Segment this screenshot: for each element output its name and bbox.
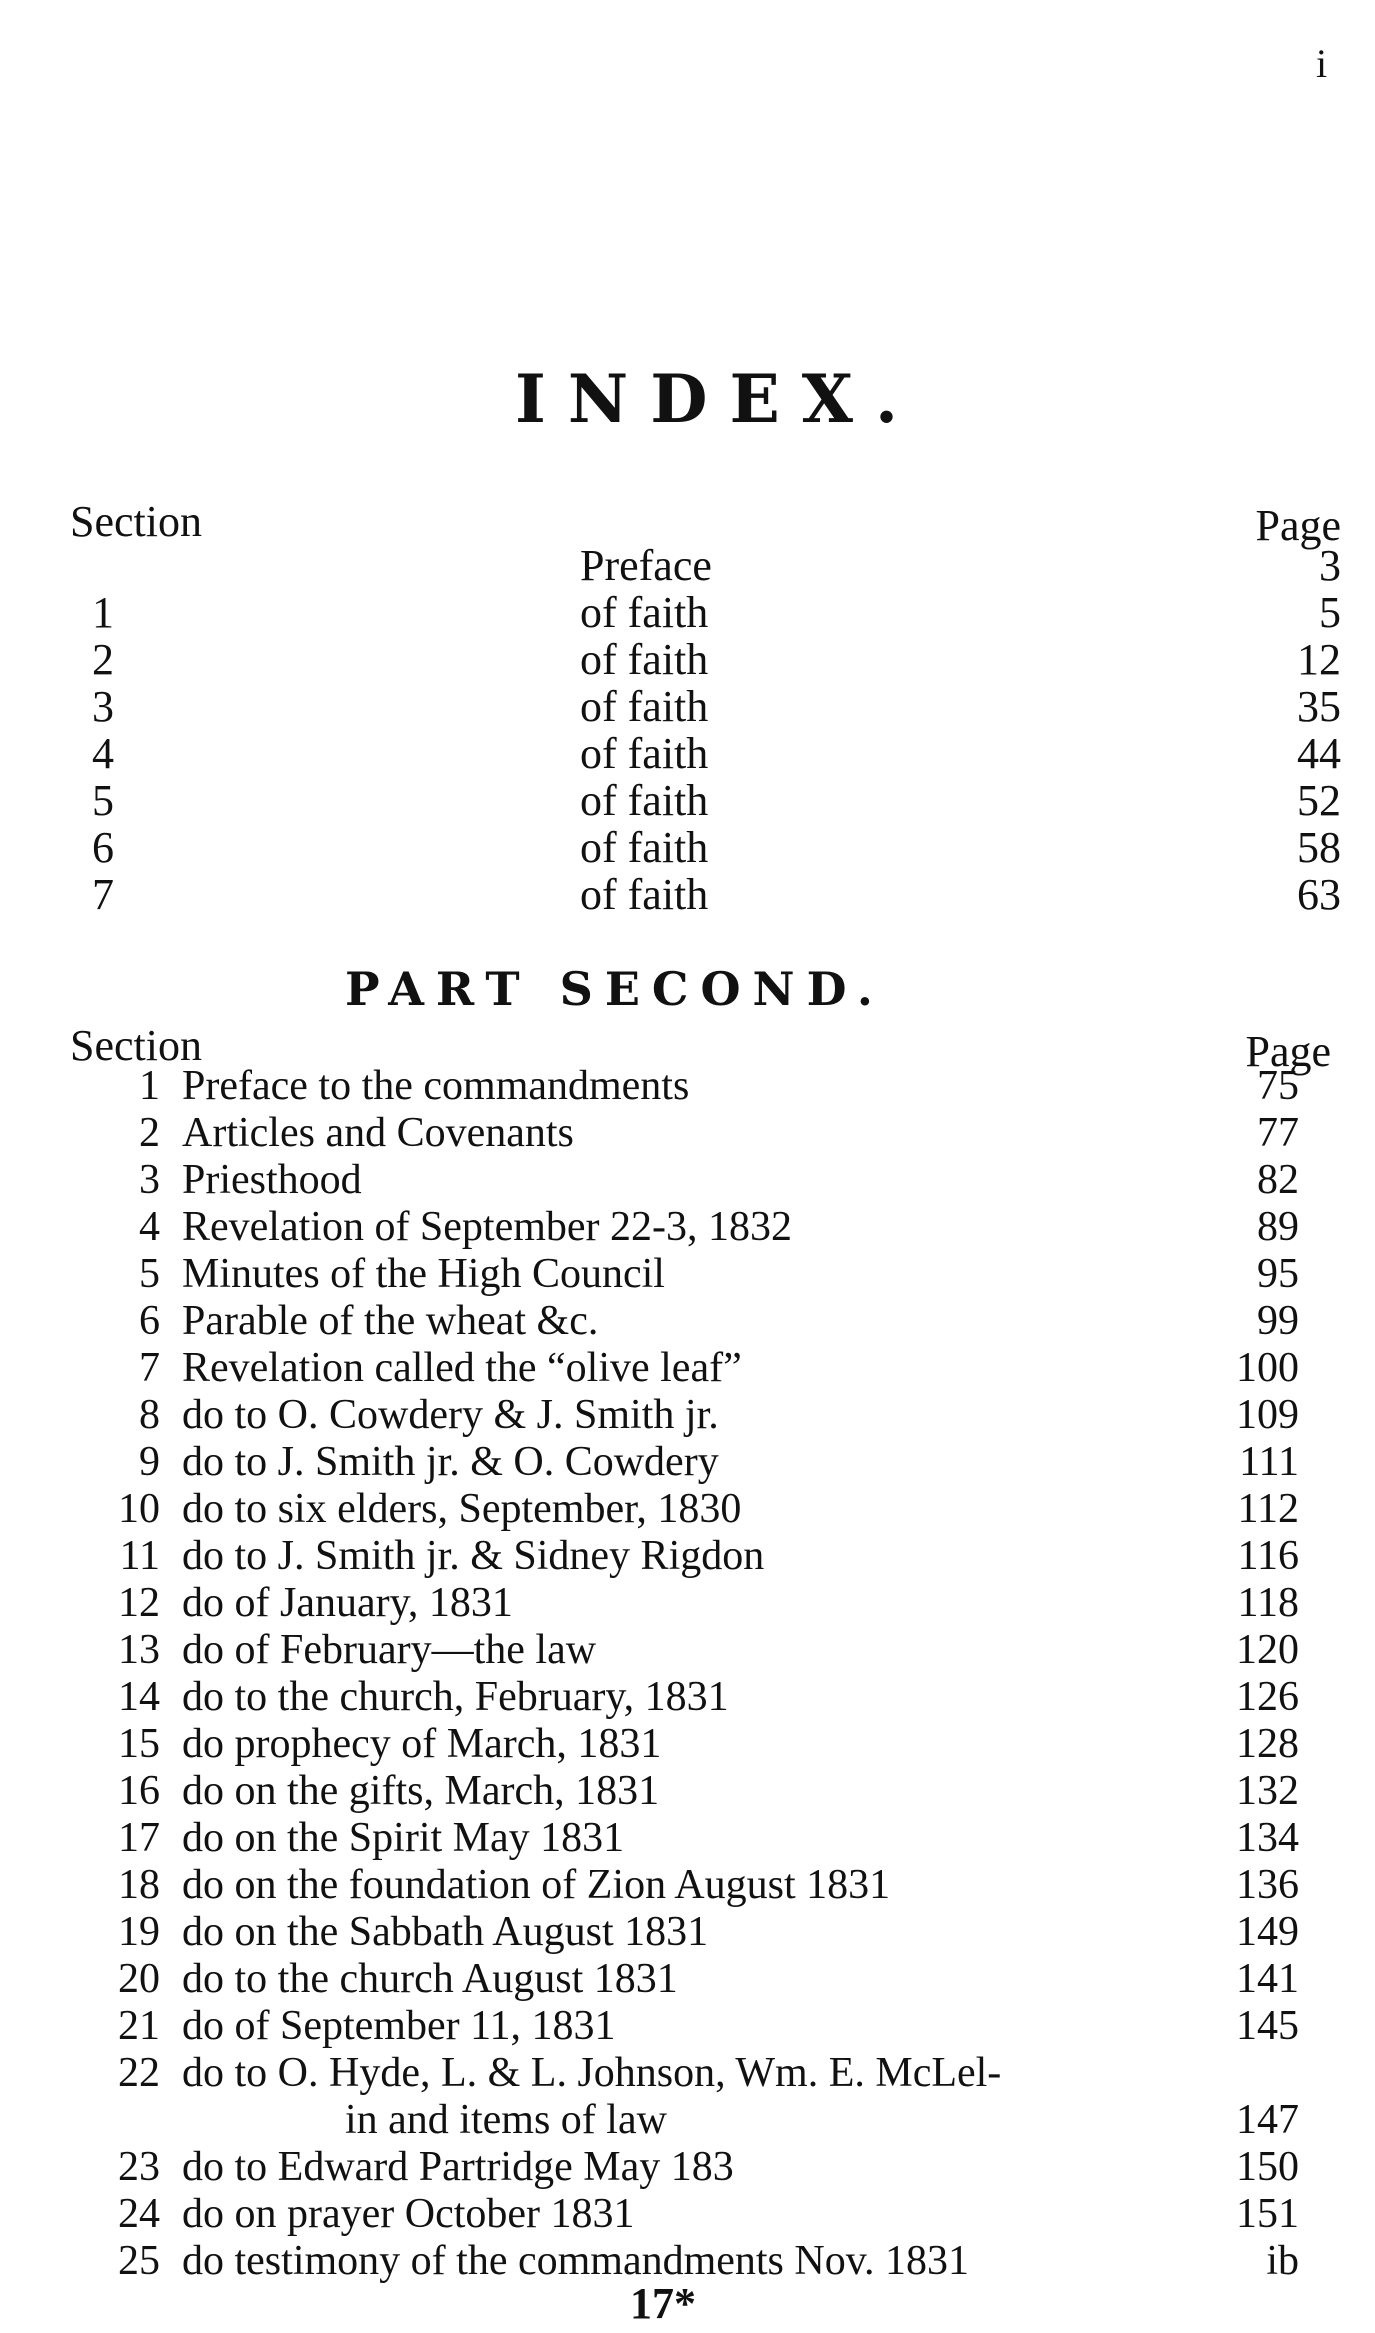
- section-title: do of September 11, 1831: [182, 2003, 616, 2049]
- section-title: do to the church August 1831: [182, 1956, 678, 2002]
- section-title: do on the foundation of Zion August 1831: [182, 1862, 891, 1908]
- section-title: Parable of the wheat &c.: [182, 1298, 599, 1344]
- section-number: 23: [118, 2144, 160, 2190]
- list-item: [0, 730, 1375, 777]
- list-item: [0, 824, 1375, 871]
- section-title: do prophecy of March, 1831: [182, 1721, 662, 1767]
- section-number: 19: [118, 1909, 160, 1955]
- section-number: 21: [118, 2003, 160, 2049]
- part-one-page-header: Page: [1255, 501, 1341, 550]
- section-title: do to six elders, September, 1830: [182, 1486, 742, 1532]
- section-title: of faith: [580, 682, 709, 731]
- section-number: 16: [118, 1768, 160, 1814]
- page-ref: 120: [1236, 1627, 1299, 1673]
- section-number: 22: [118, 2050, 160, 2096]
- part-two-page-header: Page: [1245, 1027, 1331, 1076]
- page-ref: 44: [1297, 729, 1341, 778]
- section-title: do to J. Smith jr. & Sidney Rigdon: [182, 1533, 765, 1579]
- page-ref: 149: [1236, 1909, 1299, 1955]
- section-number: 3: [139, 1157, 160, 1203]
- section-title: do on the gifts, March, 1831: [182, 1768, 660, 1814]
- section-number: 2: [92, 635, 114, 684]
- page-ref: 136: [1236, 1862, 1299, 1908]
- page-ref: 5: [1319, 588, 1341, 637]
- section-title: do to O. Hyde, L. & L. Johnson, Wm. E. McLel-: [182, 2050, 1002, 2096]
- section-title: of faith: [580, 776, 709, 825]
- section-number: 24: [118, 2191, 160, 2237]
- section-title: Priesthood: [182, 1157, 362, 1203]
- page-ref: 134: [1236, 1815, 1299, 1861]
- section-number: 8: [139, 1392, 160, 1438]
- list-item: [0, 777, 1375, 824]
- section-title: do testimony of the commandments Nov. 1831: [182, 2238, 970, 2284]
- list-item: [0, 683, 1375, 730]
- section-number: 5: [92, 776, 114, 825]
- part-second-heading: PART SECOND.: [345, 962, 885, 1016]
- section-title: of faith: [580, 635, 709, 684]
- page-ref: 109: [1236, 1392, 1299, 1438]
- page-ref: 35: [1297, 682, 1341, 731]
- page-ref: 126: [1236, 1674, 1299, 1720]
- page-ref: 75: [1257, 1063, 1299, 1109]
- page-ref: 145: [1236, 2003, 1299, 2049]
- section-number: 25: [118, 2238, 160, 2284]
- section-number: 6: [139, 1298, 160, 1344]
- page-ref: 63: [1297, 870, 1341, 919]
- section-title: Revelation called the “olive leaf”: [182, 1345, 742, 1391]
- page-ref: 52: [1297, 776, 1341, 825]
- page-ref: 82: [1257, 1157, 1299, 1203]
- page-ref: 128: [1236, 1721, 1299, 1767]
- section-title: do to the church, February, 1831: [182, 1674, 729, 1720]
- list-item: [0, 589, 1375, 636]
- page-ref: 77: [1257, 1110, 1299, 1156]
- section-number: 14: [118, 1674, 160, 1720]
- list-item: [0, 542, 1375, 589]
- section-number: 7: [139, 1345, 160, 1391]
- page-ref: 147: [1236, 2097, 1299, 2143]
- list-item: [0, 871, 1375, 918]
- page-ref: 3: [1319, 541, 1341, 590]
- section-number: 11: [119, 1533, 160, 1579]
- section-title: Revelation of September 22-3, 1832: [182, 1204, 793, 1250]
- page-ref: 132: [1236, 1768, 1299, 1814]
- list-item: [0, 636, 1375, 683]
- section-number: 15: [118, 1721, 160, 1767]
- section-number: 13: [118, 1627, 160, 1673]
- section-number: 18: [118, 1862, 160, 1908]
- section-title: of faith: [580, 823, 709, 872]
- part-one-section-header: Section: [70, 497, 202, 546]
- page-number: i: [1316, 41, 1328, 86]
- page-ref: 116: [1237, 1533, 1299, 1579]
- page-ref: 99: [1257, 1298, 1299, 1344]
- page-ref: 12: [1297, 635, 1341, 684]
- section-title: Minutes of the High Council: [182, 1251, 665, 1297]
- section-title: do on prayer October 1831: [182, 2191, 635, 2237]
- page-ref: 118: [1237, 1580, 1299, 1626]
- page-ref: 151: [1236, 2191, 1299, 2237]
- section-number: 6: [92, 823, 114, 872]
- section-title: of faith: [580, 729, 709, 778]
- section-number: 2: [139, 1110, 160, 1156]
- section-number: 17: [118, 1815, 160, 1861]
- index-title: INDEX.: [515, 360, 920, 438]
- part-two-section-header: Section: [70, 1021, 202, 1070]
- signature-mark: 17*: [630, 2279, 696, 2328]
- section-number: 7: [92, 870, 114, 919]
- section-number: 1: [92, 588, 114, 637]
- section-number: 4: [139, 1204, 160, 1250]
- section-number: 4: [92, 729, 114, 778]
- section-number: 9: [139, 1439, 160, 1485]
- section-title: do on the Sabbath August 1831: [182, 1909, 709, 1955]
- page-ref: 58: [1297, 823, 1341, 872]
- page-ref: 89: [1257, 1204, 1299, 1250]
- section-number: 10: [118, 1486, 160, 1532]
- section-title: do to Edward Partridge May 183: [182, 2144, 734, 2190]
- section-title-continuation: in and items of law: [345, 2097, 667, 2143]
- section-title: do of February—the law: [182, 1627, 597, 1673]
- page-ref: 150: [1236, 2144, 1299, 2190]
- page-ref: 112: [1237, 1486, 1299, 1532]
- section-title: Preface to the commandments: [182, 1063, 690, 1109]
- section-title: do to O. Cowdery & J. Smith jr.: [182, 1392, 719, 1438]
- page-ref: ib: [1266, 2238, 1299, 2284]
- section-number: 1: [139, 1063, 160, 1109]
- section-number: 5: [139, 1251, 160, 1297]
- page-ref: 95: [1257, 1251, 1299, 1297]
- section-number: 12: [118, 1580, 160, 1626]
- section-title: of faith: [580, 870, 709, 919]
- section-title: Preface: [580, 541, 712, 590]
- section-title: Articles and Covenants: [182, 1110, 574, 1156]
- section-number: 3: [92, 682, 114, 731]
- page-ref: 111: [1239, 1439, 1299, 1485]
- page-ref: 100: [1236, 1345, 1299, 1391]
- page-ref: 141: [1236, 1956, 1299, 2002]
- section-title: do on the Spirit May 1831: [182, 1815, 625, 1861]
- section-title: of faith: [580, 588, 709, 637]
- section-title: do to J. Smith jr. & O. Cowdery: [182, 1439, 719, 1485]
- section-number: 20: [118, 1956, 160, 2002]
- section-title: do of January, 1831: [182, 1580, 513, 1626]
